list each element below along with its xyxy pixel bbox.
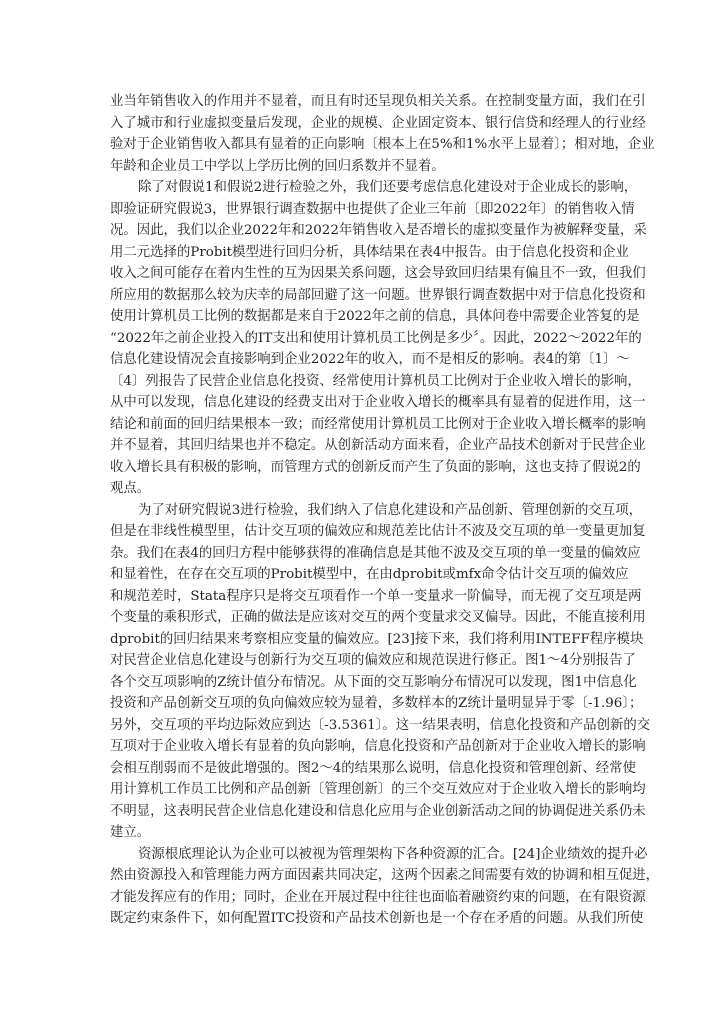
paragraph bbox=[110, 844, 660, 930]
text-line: 入了城市和行业虚拟变量后发现，企业的规模、企业固定资本、银行信贷和经理人的行业经 bbox=[110, 115, 646, 131]
text-line: 不明显，这表明民营企业信息化建设和信息化应用与企业创新活动之间的协调促进关系仍未 bbox=[110, 803, 646, 819]
text-line: 年龄和企业员工中学以上学历比例的回归系数并不显着。 bbox=[110, 158, 445, 174]
text-line: 用计算机工作员工比例和产品创新〔管理创新〕的三个交互效应对于企业收入增长的影响均 bbox=[110, 782, 646, 797]
text-line: 信息化建设情况会直接影响到企业2022年的收入，而不是相反的影响。表4的第〔1〕～ bbox=[110, 352, 630, 367]
paragraph bbox=[110, 500, 651, 844]
text-line: 并不显着，其回归结果也并不稳定。从创新活动方面来看，企业产品技术创新对于民营企业 bbox=[110, 438, 646, 453]
text-line: 才能发挥应有的作用；同时，企业在开展过程中往往也面临着融资约束的问题，在有限资源 bbox=[110, 889, 646, 905]
document-page bbox=[110, 91, 660, 930]
text-line: 〔4〕列报告了民营企业信息化投资、经常使用计算机员工比例对于企业收入增长的影响， bbox=[110, 373, 641, 389]
text-line: 互项对于企业收入增长有显着的负向影响，信息化投资和产品创新对于企业收入增长的影响 bbox=[110, 739, 646, 754]
text-line: 除了对假说1和假说2进行检验之外，我们还要考虑信息化建设对于企业成长的影响， bbox=[138, 180, 638, 195]
text-line: 杂。我们在表4的回归方程中能够获得的准确信息是其他不波及交互项的单一变量的偏效应 bbox=[110, 545, 641, 561]
text-line: 从中可以发现，信息化建设的经费支出对于企业收入增长的概率具有显着的促进作用，这一 bbox=[110, 395, 646, 410]
text-line: 况。因此，我们以企业2022年和2022年销售收入是否增长的虚拟变量作为被解释变量，采 bbox=[110, 223, 647, 238]
text-line: 所应用的数据那么较为庆幸的局部回避了这一问题。世界银行调查数据中对于信息化投资和 bbox=[110, 287, 646, 303]
text-line: 和显着性，在存在交互项的Probit模型中，在由dprobit或mfx命令估计交互项的偏效应 bbox=[110, 567, 629, 582]
text-line: 投资和产品创新交互项的负向偏效应较为显着，多数样本的Z统计量明显异于零〔-1.96〕； bbox=[110, 696, 643, 711]
text-line: 观点。 bbox=[110, 481, 151, 496]
text-line: 资源根底理论认为企业可以被视为管理架构下各种资源的汇合。[24]企业绩效的提升必 bbox=[138, 846, 648, 862]
paragraph bbox=[110, 91, 655, 177]
text-line: 收入增长具有积极的影响，而管理方式的创新反而产生了负面的影响，这也支持了假说2的 bbox=[110, 459, 641, 475]
text-line: 为了对研究假说3进行检验，我们纳入了信息化建设和产品创新、管理创新的交互项， bbox=[138, 502, 642, 518]
text-line: 结论和前面的回归结果根本一致；而经常使用计算机员工比例对于企业收入增长概率的影响 bbox=[110, 416, 646, 432]
text-line: 即验证研究假说3，世界银行调查数据中也提供了企业三年前〔即2022年〕的销售收入情 bbox=[110, 201, 635, 217]
text-line: 业当年销售收入的作用并不显着，而且有时还呈现负相关关系。在控制变量方面，我们在引 bbox=[110, 94, 646, 109]
paragraph bbox=[110, 177, 647, 500]
text-line: 用二元选择的Probit模型进行回归分析，具体结果在表4中报告。由于信息化投资和企业 bbox=[110, 244, 629, 260]
text-line: “2022年之前企业投入的IT支出和使用计算机员工比例是多少〞。因此，2022～2022年的 bbox=[110, 330, 642, 346]
text-line: 然由资源投入和管理能力两方面因素共同决定，这两个因素之间需要有效的协调和相互促进， bbox=[110, 868, 660, 883]
text-line: 建立。 bbox=[110, 825, 151, 840]
text-line: 收入之间可能存在着内生性的互为因果关系问题，这会导致回归结果有偏且不一致，但我们 bbox=[110, 266, 646, 281]
text-line: 个变量的乘积形式，正确的做法是应该对交互的两个变量求交叉偏导。因此，不能直接利用 bbox=[110, 610, 646, 625]
text-line: 和规范差时，Stata程序只是将交互项看作一个单一变量求一阶偏导，而无视了交互项是两 bbox=[110, 588, 642, 604]
text-line: 既定约束条件下，如何配置ITC投资和产品技术创新也是一个存在矛盾的问题。从我们所使 bbox=[110, 911, 644, 926]
text-line: 验对于企业销售收入都具有显着的正向影响〔根本上在5%和1%水平上显着〕；相对地，企业 bbox=[110, 137, 655, 152]
text-line: 对民营企业信息化建设与创新行为交互项的偏效应和规范误进行修正。图1～4分别报告了 bbox=[110, 653, 636, 668]
text-line: 会相互削弱而不是彼此增强的。图2～4的结果那么说明，信息化投资和管理创新、经常使 bbox=[110, 760, 636, 776]
text-line: dprobit的回归结果来考察相应变量的偏效应。[23]接下来，我们将利用INTEFF程序模块 bbox=[110, 631, 644, 647]
text-line: 但是在非线性模型里，估计交互项的偏效应和规范差比估计不波及交互项的单一变量更加复 bbox=[110, 524, 646, 539]
text-line: 各个交互项影响的Z统计值分布情况。从下面的交互影响分布情况可以发现，图1中信息化 bbox=[110, 674, 637, 690]
text-line: 使用计算机员工比例的数据都是来自于2022年之前的信息，具体问卷中需要企业答复的是 bbox=[110, 309, 640, 324]
text-line: 另外，交互项的平均边际效应到达〔-3.5361〕。这一结果表明，信息化投资和产品创新的交 bbox=[110, 717, 651, 733]
